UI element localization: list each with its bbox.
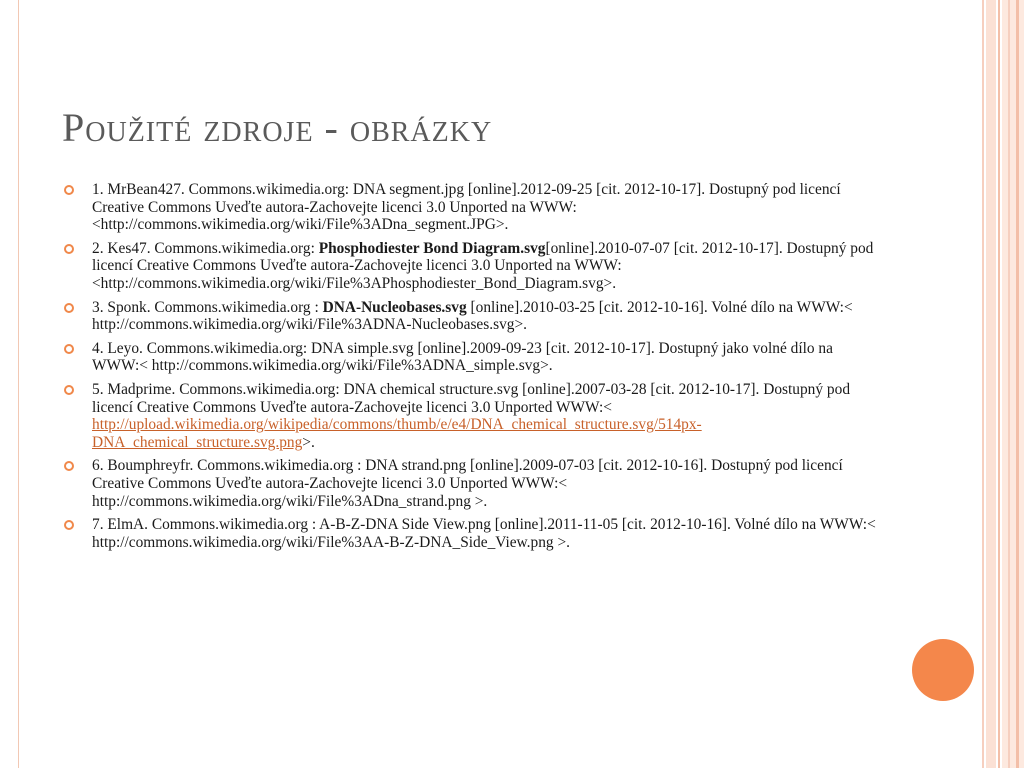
bullet-icon	[64, 385, 74, 395]
reference-item	[64, 457, 880, 510]
decorative-stripes	[982, 0, 1024, 768]
reference-text: >.	[302, 433, 315, 451]
stripe	[986, 0, 996, 768]
stripe	[1016, 0, 1019, 768]
reference-list	[64, 181, 880, 557]
bullet-icon	[64, 185, 74, 195]
reference-text: 7. ElmA. Commons.wikimedia.org : A-B-Z-DNA Side View.png [online].2011-11-05 [cit. 2012-10-16]. Volné dílo na WWW:< http://commons.wikimedia.org/wiki/File%3AA-B-Z-DNA_Side_View.png >.	[92, 516, 876, 551]
reference-text: 5. Madprime. Commons.wikimedia.org: DNA chemical structure.svg [online].2007-03-28 [cit. 2012-10-17]. Dostupný pod licencí Creative Commons Uveďte autora-Zachovejte licenci 3.0 Unported WWW:<	[92, 380, 851, 416]
reference-item	[64, 299, 880, 334]
bullet-icon	[64, 461, 74, 471]
bullet-icon	[64, 520, 74, 530]
reference-text: 1. MrBean427. Commons.wikimedia.org: DNA segment.jpg [online].2012-09-25 [cit. 2012-10-17]. Dostupný pod licencí Creative Commons Uveďte autora-Zachovejte licenci 3.0 Unported na WWW:<http://commons.wikimedia.org/wiki/File%3ADna_segment.JPG>.	[92, 181, 841, 234]
reference-text: 2. Kes47. Commons.wikimedia.org:	[92, 239, 319, 257]
stripe	[982, 0, 984, 768]
reference-item	[64, 240, 880, 293]
bullet-icon	[64, 344, 74, 354]
reference-item	[64, 181, 880, 234]
decorative-circle	[912, 639, 974, 701]
bullet-icon	[64, 244, 74, 254]
bullet-icon	[64, 303, 74, 313]
reference-text: 6. Boumphreyfr. Commons.wikimedia.org : DNA strand.png [online].2009-07-03 [cit. 2012-10-16]. Dostupný pod licencí Creative Commons Uveďte autora-Zachovejte licenci 3.0 Unported WWW:< http://commons.wikimedia.org/wiki/File%3ADna_strand.png >.	[92, 457, 843, 510]
stripe	[1008, 0, 1010, 768]
reference-title: DNA-Nucleobases.svg	[322, 298, 467, 316]
slide-title: Použité zdroje - obrázky	[62, 105, 493, 150]
reference-link[interactable]: http://upload.wikimedia.org/wikipedia/commons/thumb/e/e4/DNA_chemical_structure.svg/514px-DNA_chemical_structure.svg.png	[92, 416, 702, 451]
reference-item	[64, 340, 880, 375]
stripe	[1002, 0, 1024, 768]
reference-text: 3. Sponk. Commons.wikimedia.org :	[92, 298, 323, 316]
reference-text: [online].2010-03-25 [cit. 2012-10-16]. Volné dílo na WWW:< http://commons.wikimedia.org/wiki/File%3ADNA-Nucleobases.svg>.	[92, 298, 853, 334]
stripe	[998, 0, 1000, 768]
reference-item	[64, 516, 880, 551]
reference-text: 4. Leyo. Commons.wikimedia.org: DNA simple.svg [online].2009-09-23 [cit. 2012-10-17]. Dostupný jako volné dílo na WWW:< http://commons.wikimedia.org/wiki/File%3ADNA_simple.svg>.	[92, 339, 833, 375]
reference-item	[64, 381, 880, 451]
reference-title: Phosphodiester Bond Diagram.svg	[318, 239, 546, 257]
reference-text: [online].2010-07-07 [cit. 2012-10-17]. Dostupný pod licencí Creative Commons Uveďte autora-Zachovejte licenci 3.0 Unported na WWW:<http://commons.wikimedia.org/wiki/File%3APhosphodiester_Bond_Diagram.svg>.	[92, 239, 874, 292]
